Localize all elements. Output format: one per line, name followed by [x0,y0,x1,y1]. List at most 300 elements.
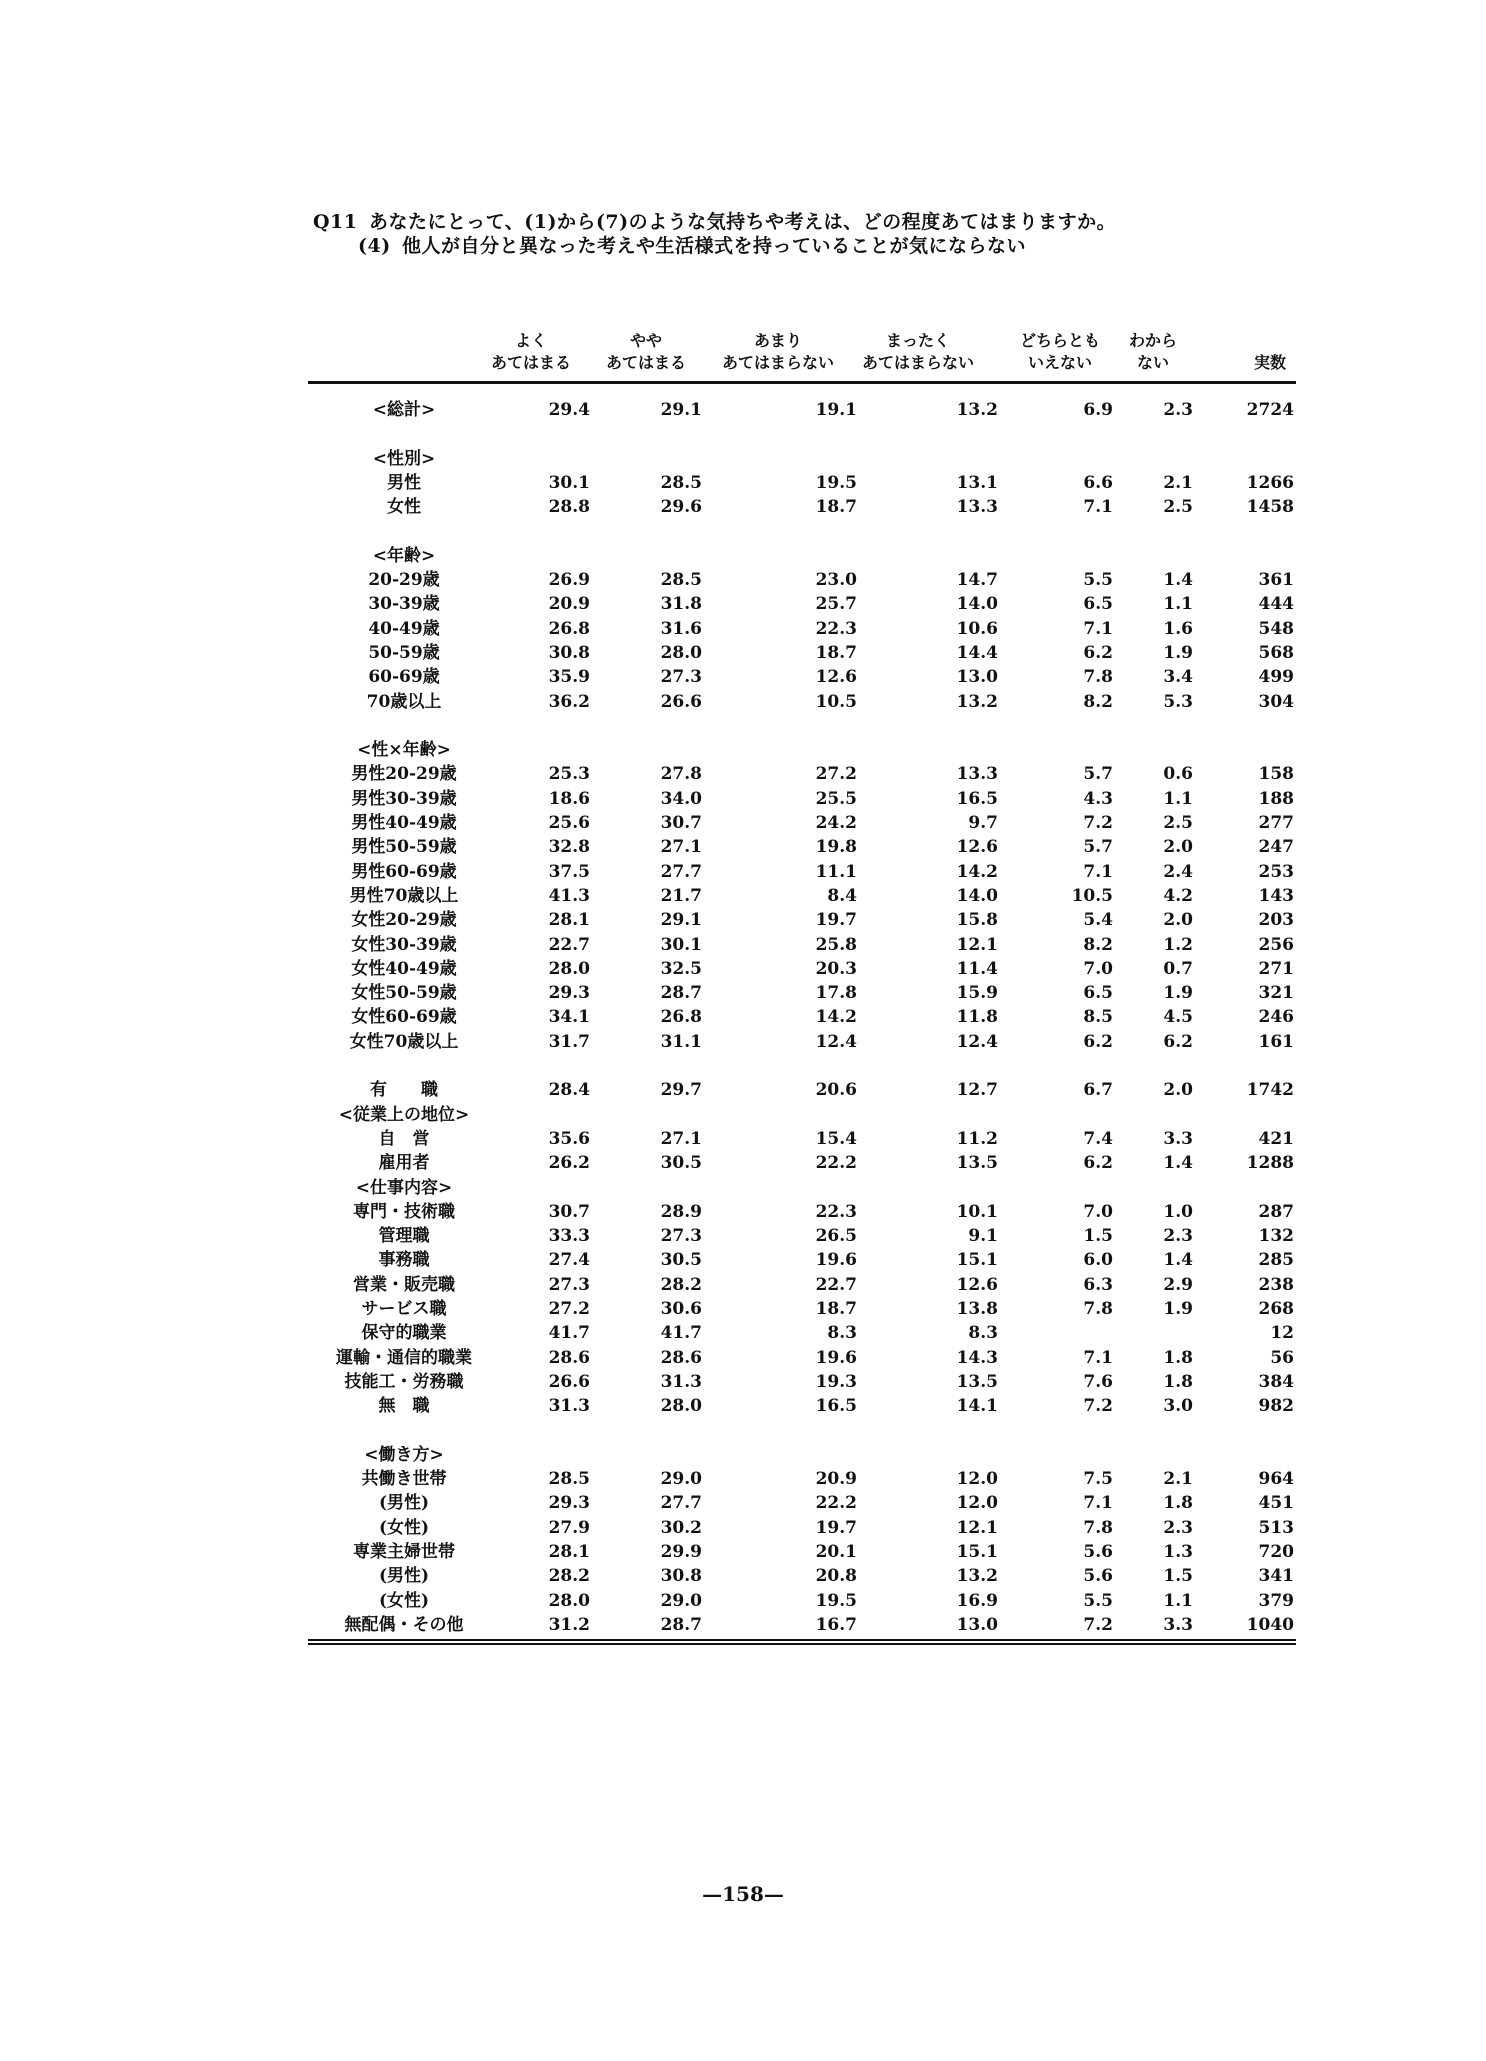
value-cell-col4: 10.6 [956,618,998,639]
value-cell-col3: 19.3 [815,1371,857,1392]
row-label: <仕事内容> [355,1177,453,1198]
value-cell-col1: 28.6 [548,1347,590,1368]
subquestion-line [358,234,1026,258]
value-cell-col6: 5.3 [1163,691,1193,712]
table-row [308,1103,1296,1127]
value-cell-col4: 13.3 [956,764,998,785]
row-label: <年齢> [372,545,436,566]
question-text: あなたにとって、(1)から(7)のような気持ちや考えは、どの程度あてはまりますか。 [369,211,1117,233]
value-cell-col2: 30.7 [660,813,702,834]
value-cell-col3: 11.1 [815,861,857,882]
value-cell-col6: 1.6 [1163,618,1193,639]
value-cell-col7: 277 [1258,813,1294,834]
value-cell-col6: 3.4 [1163,667,1193,688]
value-cell-col2: 27.1 [660,1128,702,1149]
value-cell-col7: 143 [1258,885,1294,906]
row-label: 女性 [387,497,421,518]
row-label: (男性) [378,1566,430,1587]
value-cell-col7: 444 [1258,594,1294,615]
value-cell-col4: 13.0 [956,1614,998,1635]
value-cell-col3: 25.8 [815,934,857,955]
value-cell-col2: 26.6 [660,691,702,712]
row-label: 営業・販売職 [353,1274,455,1295]
value-cell-col7: 132 [1258,1226,1294,1247]
value-cell-col6: 2.5 [1163,497,1193,518]
value-cell-col7: 1266 [1246,472,1294,493]
value-cell-col7: 238 [1258,1274,1294,1295]
value-cell-col7: 421 [1258,1128,1294,1149]
value-cell-col2: 28.0 [660,642,702,663]
value-cell-col2: 30.8 [660,1566,702,1587]
value-cell-col1: 30.1 [548,472,590,493]
value-cell-col1: 28.8 [548,497,590,518]
row-label: <働き方> [364,1444,444,1465]
value-cell-col5: 6.9 [1083,400,1113,420]
value-cell-col2: 29.0 [660,1590,702,1611]
value-cell-col5: 7.0 [1083,1201,1113,1222]
value-cell-col1: 37.5 [548,861,590,882]
table-row [308,1321,1296,1345]
value-cell-col7: 1458 [1246,497,1294,518]
value-cell-col6: 2.0 [1163,1080,1193,1101]
value-cell-col5: 6.7 [1083,1080,1113,1101]
value-cell-col7: 56 [1270,1347,1294,1368]
table-row [308,714,1296,738]
value-cell-col3: 25.7 [815,594,857,615]
subquestion-number: (4) [358,235,391,257]
value-cell-col4: 12.4 [956,1031,998,1052]
value-cell-col2: 27.7 [660,1493,702,1514]
value-cell-col1: 30.7 [548,1201,590,1222]
value-cell-col4: 15.9 [956,983,998,1004]
value-cell-col4: 14.0 [956,885,998,906]
value-cell-col3: 17.8 [815,983,857,1004]
value-cell-col3: 16.5 [815,1396,857,1417]
row-label: (女性) [378,1517,430,1538]
row-label: 男性60-69歳 [351,861,457,882]
row-label: 管理職 [378,1226,430,1247]
table-row [308,690,1296,714]
value-cell-col1: 25.6 [548,813,590,834]
row-label: 60-69歳 [368,667,440,688]
row-label: 自 営 [378,1128,430,1149]
row-label: 有 職 [370,1080,438,1101]
value-cell-col1: 22.7 [548,934,590,955]
value-cell-col2: 28.6 [660,1347,702,1368]
value-cell-col5: 7.8 [1083,1298,1113,1319]
value-cell-col7: 246 [1258,1007,1294,1028]
table-row [308,471,1296,495]
value-cell-col1: 28.0 [548,958,590,979]
row-label: 専業主婦世帯 [353,1541,455,1562]
row-label: <従業上の地位> [338,1104,470,1125]
column-header-2 [586,330,706,374]
value-cell-col5: 7.1 [1083,618,1113,639]
table-row [308,787,1296,811]
value-cell-col6: 1.2 [1163,934,1193,955]
value-cell-col5: 5.6 [1083,1566,1113,1587]
value-cell-col2: 28.9 [660,1201,702,1222]
value-cell-col6: 2.3 [1163,400,1193,420]
value-cell-col6: 1.4 [1163,1153,1193,1174]
value-cell-col7: 247 [1258,837,1294,858]
value-cell-col6: 2.0 [1163,837,1193,858]
value-cell-col1: 29.3 [548,1493,590,1514]
table-row [308,738,1296,762]
column-header-line1 [1240,330,1300,352]
value-cell-col7: 341 [1258,1566,1294,1587]
value-cell-col7: 253 [1258,861,1294,882]
value-cell-col7: 158 [1258,764,1294,785]
column-header-line2: ない [1136,353,1169,372]
value-cell-col2: 29.6 [660,497,702,518]
value-cell-col4: 13.8 [956,1298,998,1319]
value-cell-col2: 28.2 [660,1274,702,1295]
value-cell-col5: 6.3 [1083,1274,1113,1295]
table-row [308,1030,1296,1054]
column-header-line1: どちらとも [1019,331,1100,350]
survey-table [308,330,1296,1635]
row-label: 20-29歳 [368,570,440,591]
column-header-line1: わから [1128,331,1177,350]
value-cell-col5: 8.5 [1083,1007,1113,1028]
value-cell-col4: 14.2 [956,861,998,882]
value-cell-col6: 1.8 [1163,1493,1193,1514]
table-row [308,1248,1296,1272]
value-cell-col5: 5.5 [1083,570,1113,591]
value-cell-col6: 1.9 [1163,983,1193,1004]
table-row [308,1297,1296,1321]
value-cell-col1: 31.2 [548,1614,590,1635]
value-cell-col6: 2.3 [1163,1226,1193,1247]
value-cell-col1: 27.9 [548,1517,590,1538]
value-cell-col5: 4.3 [1083,788,1113,809]
row-label: 専門・技術職 [353,1201,455,1222]
value-cell-col2: 30.5 [660,1153,702,1174]
value-cell-col5: 7.1 [1083,1493,1113,1514]
value-cell-col5: 5.7 [1083,764,1113,785]
value-cell-col2: 31.3 [660,1371,702,1392]
value-cell-col2: 34.0 [660,788,702,809]
value-cell-col1: 31.7 [548,1031,590,1052]
value-cell-col2: 32.5 [660,958,702,979]
value-cell-col4: 14.7 [956,570,998,591]
value-cell-col4: 12.6 [956,837,998,858]
value-cell-col2: 29.0 [660,1469,702,1490]
value-cell-col5: 6.0 [1083,1250,1113,1271]
row-label: 女性70歳以上 [349,1031,459,1052]
value-cell-col3: 23.0 [815,570,857,591]
value-cell-col5: 7.8 [1083,1517,1113,1538]
table-row [308,1394,1296,1418]
row-label: 事務職 [378,1250,430,1271]
value-cell-col2: 27.1 [660,837,702,858]
value-cell-col2: 29.7 [660,1080,702,1101]
value-cell-col1: 26.9 [548,570,590,591]
value-cell-col2: 30.1 [660,934,702,955]
column-header-line1: まったく [885,331,950,350]
value-cell-col6: 1.5 [1163,1566,1193,1587]
value-cell-col1: 26.2 [548,1153,590,1174]
table-row [308,447,1296,471]
value-cell-col1: 28.0 [548,1590,590,1611]
value-cell-col4: 13.0 [956,667,998,688]
value-cell-col4: 13.1 [956,472,998,493]
value-cell-col7: 964 [1258,1469,1294,1490]
row-label: 運輸・通信的職業 [336,1347,472,1368]
value-cell-col7: 548 [1258,618,1294,639]
value-cell-col3: 20.3 [815,958,857,979]
value-cell-col5: 6.5 [1083,594,1113,615]
table-row [308,1418,1296,1442]
value-cell-col4: 13.2 [956,691,998,712]
value-cell-col3: 20.9 [815,1469,857,1490]
row-label: <総計> [372,400,436,420]
value-cell-col1: 26.8 [548,618,590,639]
value-cell-col6: 1.4 [1163,570,1193,591]
value-cell-col1: 27.4 [548,1250,590,1271]
value-cell-col2: 29.1 [660,910,702,931]
row-label: サービス職 [361,1298,447,1319]
value-cell-col6: 2.5 [1163,813,1193,834]
table-row [308,1370,1296,1394]
row-label: 40-49歳 [368,618,440,639]
value-cell-col3: 8.3 [827,1323,857,1344]
value-cell-col2: 21.7 [660,885,702,906]
value-cell-col2: 29.9 [660,1541,702,1562]
table-row [308,617,1296,641]
value-cell-col7: 161 [1258,1031,1294,1052]
value-cell-col5: 10.5 [1071,885,1113,906]
value-cell-col1: 41.7 [548,1323,590,1344]
value-cell-col5: 7.1 [1083,861,1113,882]
value-cell-col4: 12.1 [956,934,998,955]
row-label: 女性30-39歳 [351,934,457,955]
value-cell-col6: 3.3 [1163,1128,1193,1149]
value-cell-col2: 27.8 [660,764,702,785]
value-cell-col3: 16.7 [815,1614,857,1635]
column-header-line2: 実数 [1253,353,1286,372]
row-label: 男性40-49歳 [351,813,457,834]
row-label: 男性70歳以上 [349,885,459,906]
table-row [308,1078,1296,1102]
row-label: 保守的職業 [361,1323,447,1344]
value-cell-col5: 7.1 [1083,497,1113,518]
row-label: <性×年齢> [357,740,451,761]
value-cell-col4: 14.1 [956,1396,998,1417]
value-cell-col2: 31.1 [660,1031,702,1052]
value-cell-col1: 26.6 [548,1371,590,1392]
value-cell-col7: 513 [1258,1517,1294,1538]
value-cell-col7: 361 [1258,570,1294,591]
table-header [308,330,1296,380]
value-cell-col1: 35.9 [548,667,590,688]
column-header-6 [1118,330,1188,374]
table-bottom-rule [308,1639,1296,1641]
value-cell-col7: 384 [1258,1371,1294,1392]
table-bottom-rule-2 [308,1643,1296,1645]
value-cell-col3: 18.7 [815,642,857,663]
row-label: 男性20-29歳 [351,764,457,785]
value-cell-col5: 7.6 [1083,1371,1113,1392]
value-cell-col2: 29.1 [660,400,702,420]
row-label: 男性 [387,472,421,493]
column-header-line2: いえない [1027,353,1092,372]
value-cell-col7: 256 [1258,934,1294,955]
value-cell-col4: 9.1 [968,1226,998,1247]
table-row [308,1491,1296,1515]
row-label: 30-39歳 [368,594,440,615]
value-cell-col3: 22.2 [815,1153,857,1174]
table-row [308,1613,1296,1637]
row-label: <性別> [372,448,436,469]
value-cell-col4: 16.5 [956,788,998,809]
value-cell-col3: 22.3 [815,618,857,639]
value-cell-col3: 18.7 [815,1298,857,1319]
value-cell-col2: 27.7 [660,861,702,882]
value-cell-col1: 28.1 [548,1541,590,1562]
value-cell-col3: 22.7 [815,1274,857,1295]
table-row [308,1054,1296,1078]
value-cell-col1: 34.1 [548,1007,590,1028]
subquestion-text: 他人が自分と異なった考えや生活様式を持っていることが気にならない [402,235,1027,257]
value-cell-col6: 1.4 [1163,1250,1193,1271]
row-label: 無 職 [378,1396,430,1417]
value-cell-col1: 28.1 [548,910,590,931]
value-cell-col3: 19.7 [815,910,857,931]
value-cell-col7: 1288 [1246,1153,1294,1174]
table-row [308,544,1296,568]
table-row [308,1443,1296,1467]
value-cell-col3: 19.1 [815,400,857,420]
value-cell-col4: 16.9 [956,1590,998,1611]
value-cell-col1: 25.3 [548,764,590,785]
value-cell-col1: 18.6 [548,788,590,809]
value-cell-col6: 1.8 [1163,1347,1193,1368]
value-cell-col5: 7.2 [1083,1614,1113,1635]
value-cell-col6: 2.4 [1163,861,1193,882]
value-cell-col2: 31.8 [660,594,702,615]
value-cell-col7: 1040 [1246,1614,1294,1635]
value-cell-col2: 28.7 [660,1614,702,1635]
value-cell-col1: 29.4 [548,400,590,420]
table-row [308,957,1296,981]
value-cell-col1: 28.5 [548,1469,590,1490]
value-cell-col7: 321 [1258,983,1294,1004]
value-cell-col7: 203 [1258,910,1294,931]
table-body [308,398,1296,1637]
table-row [308,1346,1296,1370]
value-cell-col6: 1.9 [1163,1298,1193,1319]
table-row [308,1589,1296,1613]
value-cell-col7: 982 [1258,1396,1294,1417]
value-cell-col4: 12.1 [956,1517,998,1538]
value-cell-col6: 1.3 [1163,1541,1193,1562]
value-cell-col3: 22.3 [815,1201,857,1222]
value-cell-col4: 12.0 [956,1469,998,1490]
value-cell-col5: 6.5 [1083,983,1113,1004]
column-header-4 [838,330,998,374]
value-cell-col6: 3.0 [1163,1396,1193,1417]
row-label: 技能工・労務職 [344,1371,464,1392]
value-cell-col6: 2.1 [1163,1469,1193,1490]
value-cell-col7: 304 [1258,691,1294,712]
row-label: (男性) [378,1493,430,1514]
value-cell-col2: 28.5 [660,472,702,493]
value-cell-col6: 1.8 [1163,1371,1193,1392]
row-label: 共働き世帯 [361,1469,447,1490]
value-cell-col5: 5.6 [1083,1541,1113,1562]
value-cell-col7: 12 [1270,1323,1294,1344]
value-cell-col4: 11.8 [956,1007,998,1028]
value-cell-col5: 5.7 [1083,837,1113,858]
value-cell-col4: 14.0 [956,594,998,615]
table-row [308,495,1296,519]
value-cell-col4: 14.4 [956,642,998,663]
value-cell-col3: 15.4 [815,1128,857,1149]
table-row [308,835,1296,859]
value-cell-col6: 1.1 [1163,788,1193,809]
value-cell-col4: 15.8 [956,910,998,931]
column-header-line1: あまり [753,331,802,350]
value-cell-col2: 28.0 [660,1396,702,1417]
value-cell-col1: 41.3 [548,885,590,906]
value-cell-col3: 19.5 [815,1590,857,1611]
question-number: Q11 [313,211,358,233]
value-cell-col4: 13.2 [956,400,998,420]
column-header-7 [1240,330,1300,374]
column-header-line1: よく [514,331,547,350]
value-cell-col3: 20.1 [815,1541,857,1562]
value-cell-col4: 13.5 [956,1153,998,1174]
value-cell-col3: 24.2 [815,813,857,834]
table-row [308,1540,1296,1564]
value-cell-col3: 14.2 [815,1007,857,1028]
value-cell-col1: 20.9 [548,594,590,615]
value-cell-col3: 12.4 [815,1031,857,1052]
value-cell-col2: 28.5 [660,570,702,591]
value-cell-col5: 6.2 [1083,642,1113,663]
value-cell-col1: 27.3 [548,1274,590,1295]
value-cell-col5: 7.5 [1083,1469,1113,1490]
column-header-5 [1005,330,1115,374]
value-cell-col1: 28.4 [548,1080,590,1101]
page-number: —158— [702,1882,784,1906]
value-cell-col7: 287 [1258,1201,1294,1222]
table-row [308,641,1296,665]
value-cell-col1: 28.2 [548,1566,590,1587]
value-cell-col3: 19.6 [815,1347,857,1368]
value-cell-col2: 41.7 [660,1323,702,1344]
table-row [308,1151,1296,1175]
table-row [308,1516,1296,1540]
value-cell-col1: 32.8 [548,837,590,858]
value-cell-col5: 1.5 [1083,1226,1113,1247]
table-row [308,884,1296,908]
column-header-3 [698,330,858,374]
table-row [308,1200,1296,1224]
value-cell-col7: 1742 [1246,1080,1294,1101]
value-cell-col5: 8.2 [1083,691,1113,712]
value-cell-col1: 29.3 [548,983,590,1004]
value-cell-col6: 1.1 [1163,594,1193,615]
value-cell-col7: 720 [1258,1541,1294,1562]
value-cell-col3: 19.8 [815,837,857,858]
table-row [308,568,1296,592]
value-cell-col5: 6.2 [1083,1031,1113,1052]
column-header-line2: あてはまらない [861,353,974,372]
value-cell-col6: 4.2 [1163,885,1193,906]
